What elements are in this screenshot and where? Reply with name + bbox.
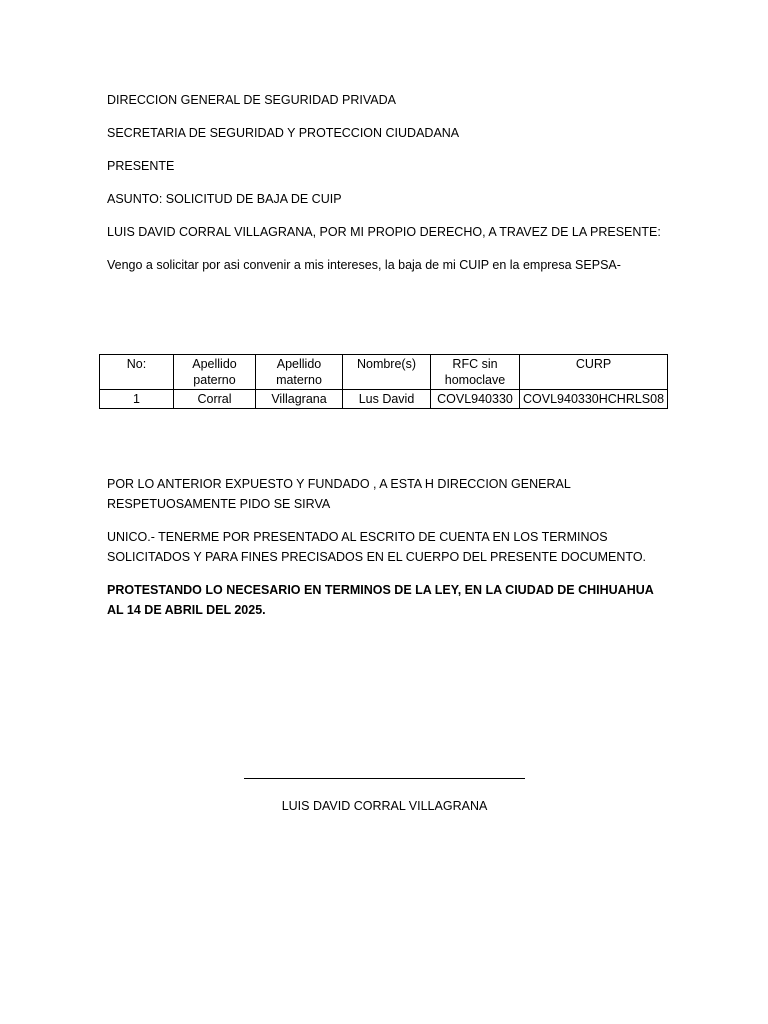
header-no: No: <box>100 355 174 390</box>
cell-nombres: Lus David <box>343 390 431 409</box>
header-apellido-paterno: Apellido paterno <box>174 355 256 390</box>
unico-paragraph: UNICO.- TENERME POR PRESENTADO AL ESCRITO DE CUENTA EN LOS TERMINOS SOLICITADOS Y PARA FINES PRECISADOS EN EL CUERPO DEL PRESENTE DOCUMENTO. <box>107 530 647 564</box>
recipient-line-2: SECRETARIA DE SEGURIDAD Y PROTECCION CIUDADANA <box>107 126 460 140</box>
cell-apellido-paterno: Corral <box>174 390 256 409</box>
presente-line: PRESENTE <box>107 159 175 173</box>
signature-name: LUIS DAVID CORRAL VILLAGRANA <box>281 799 488 813</box>
cell-rfc: COVL940330 <box>431 390 520 409</box>
cell-curp: COVL940330HCHRLS08 <box>520 390 668 409</box>
request-line: Vengo a solicitar por asi convenir a mis intereses, la baja de mi CUIP en la empresa SEPSA- <box>107 258 621 272</box>
header-apellido-materno: Apellido materno <box>256 355 343 390</box>
protestando-paragraph: PROTESTANDO LO NECESARIO EN TERMINOS DE LA LEY, EN LA CIUDAD DE CHIHUAHUA AL 14 DE ABRIL DEL 2025. <box>107 583 654 617</box>
por-lo-anterior-paragraph: POR LO ANTERIOR EXPUESTO Y FUNDADO , A ESTA H DIRECCION GENERAL RESPETUOSAMENTE PIDO SE SIRVA <box>107 477 571 511</box>
recipient-line-1: DIRECCION GENERAL DE SEGURIDAD PRIVADA <box>107 93 396 107</box>
intro-line: LUIS DAVID CORRAL VILLAGRANA, POR MI PROPIO DERECHO, A TRAVEZ DE LA PRESENTE: <box>107 225 661 239</box>
header-curp: CURP <box>520 355 668 390</box>
signature-line <box>244 778 525 779</box>
table-row <box>100 390 668 409</box>
cuip-table <box>99 354 668 409</box>
asunto-line: ASUNTO: SOLICITUD DE BAJA DE CUIP <box>107 192 342 206</box>
header-nombres: Nombre(s) <box>343 355 431 390</box>
table-header-row <box>100 355 668 390</box>
cell-apellido-materno: Villagrana <box>256 390 343 409</box>
cell-no: 1 <box>100 390 174 409</box>
header-rfc: RFC sin homoclave <box>431 355 520 390</box>
